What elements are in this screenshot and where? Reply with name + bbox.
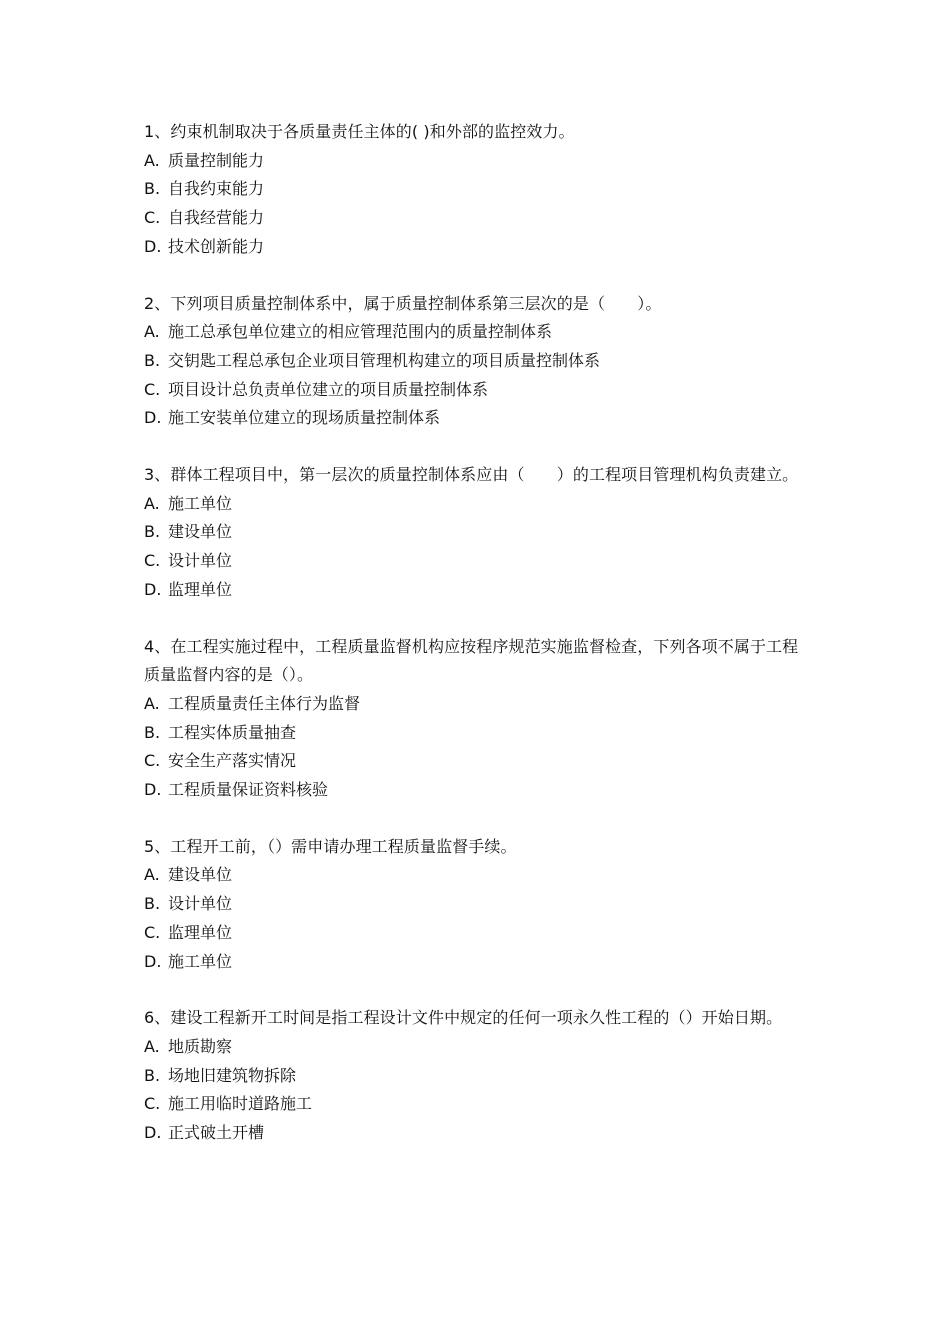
- option-a: [144, 147, 814, 176]
- option-letter: B.: [144, 522, 161, 542]
- question-stem: 1、约束机制取决于各质量责任主体的( )和外部的监控效力。: [144, 122, 575, 141]
- option-text: 施工单位: [168, 951, 233, 971]
- question-stem: 3、群体工程项目中，第一层次的质量控制体系应由（ ）的工程项目管理机构负责建立。: [144, 465, 799, 485]
- option-letter: D.: [144, 780, 162, 800]
- option-c: [144, 204, 814, 233]
- option-c: [144, 376, 814, 405]
- option-text: 场地旧建筑物拆除: [168, 1065, 297, 1085]
- option-letter: B.: [144, 179, 161, 199]
- option-letter: D.: [144, 951, 162, 971]
- option-letter: C.: [144, 208, 161, 228]
- option-c: [144, 547, 814, 576]
- option-text: 工程质量保证资料核验: [168, 780, 329, 800]
- option-a: [144, 318, 814, 347]
- option-text: 施工单位: [168, 493, 233, 513]
- option-text: 施工总承包单位建立的相应管理范围内的质量控制体系: [168, 322, 553, 342]
- option-d: [144, 404, 814, 433]
- question-3: [144, 461, 814, 605]
- question-list: [144, 118, 814, 1176]
- option-text: 工程实体质量抽查: [168, 722, 297, 742]
- option-text: 施工用临时道路施工: [168, 1094, 313, 1114]
- option-list: [144, 1033, 814, 1148]
- option-text: 施工安装单位建立的现场质量控制体系: [168, 408, 441, 428]
- option-b: [144, 518, 814, 547]
- option-list: [144, 861, 814, 976]
- option-letter: D.: [144, 236, 162, 256]
- option-text: 监理单位: [168, 922, 233, 942]
- option-text: 自我经营能力: [168, 208, 265, 228]
- option-list: [144, 147, 814, 262]
- option-text: 自我约束能力: [168, 179, 265, 199]
- question-stem: 5、工程开工前，（）需申请办理工程质量监督手续。: [144, 836, 517, 856]
- question-stem: 6、建设工程新开工时间是指工程设计文件中规定的任何一项永久性工程的（）开始日期。: [144, 1008, 783, 1028]
- option-text: 监理单位: [168, 579, 233, 599]
- option-letter: A.: [144, 693, 160, 713]
- option-d: [144, 1119, 814, 1148]
- option-text: 设计单位: [168, 894, 233, 914]
- option-d: [144, 576, 814, 605]
- option-d: [144, 948, 814, 977]
- option-c: [144, 747, 814, 776]
- option-list: [144, 490, 814, 605]
- question-2: [144, 290, 814, 434]
- option-letter: A.: [144, 1036, 160, 1056]
- option-letter: C.: [144, 922, 161, 942]
- option-letter: A.: [144, 865, 160, 885]
- option-letter: B.: [144, 722, 161, 742]
- question-1: [144, 118, 814, 262]
- option-text: 地质勘察: [168, 1036, 233, 1056]
- option-text: 交钥匙工程总承包企业项目管理机构建立的项目质量控制体系: [168, 350, 601, 370]
- option-a: [144, 490, 814, 519]
- option-c: [144, 919, 814, 948]
- option-letter: B.: [144, 1065, 161, 1085]
- option-list: [144, 318, 814, 433]
- option-text: 建设单位: [168, 522, 233, 542]
- option-list: [144, 690, 814, 805]
- option-text: 质量控制能力: [168, 150, 265, 170]
- option-text: 工程质量责任主体行为监督: [168, 693, 361, 713]
- option-letter: C.: [144, 379, 161, 399]
- option-letter: C.: [144, 1094, 161, 1114]
- option-c: [144, 1090, 814, 1119]
- option-letter: A.: [144, 150, 160, 170]
- option-a: [144, 861, 814, 890]
- option-d: [144, 233, 814, 262]
- option-letter: D.: [144, 408, 162, 428]
- option-b: [144, 890, 814, 919]
- option-text: 设计单位: [168, 551, 233, 571]
- option-a: [144, 1033, 814, 1062]
- option-letter: B.: [144, 350, 161, 370]
- question-stem: 4、在工程实施过程中，工程质量监督机构应按程序规范实施监督检查，下列各项不属于工程质量监督内容的是（）。: [144, 636, 799, 685]
- option-text: 项目设计总负责单位建立的项目质量控制体系: [168, 379, 489, 399]
- option-b: [144, 175, 814, 204]
- option-b: [144, 1062, 814, 1091]
- option-text: 安全生产落实情况: [168, 751, 297, 771]
- option-letter: C.: [144, 551, 161, 571]
- option-b: [144, 347, 814, 376]
- option-letter: A.: [144, 493, 160, 513]
- question-stem: 2、下列项目质量控制体系中，属于质量控制体系第三层次的是（ ）。: [144, 293, 662, 313]
- option-b: [144, 719, 814, 748]
- option-d: [144, 776, 814, 805]
- option-letter: D.: [144, 1123, 162, 1143]
- option-text: 技术创新能力: [168, 236, 265, 256]
- question-4: [144, 633, 814, 805]
- option-letter: B.: [144, 894, 161, 914]
- option-letter: D.: [144, 579, 162, 599]
- option-letter: C.: [144, 751, 161, 771]
- option-letter: A.: [144, 322, 160, 342]
- option-text: 正式破土开槽: [168, 1123, 265, 1143]
- question-5: [144, 833, 814, 977]
- option-a: [144, 690, 814, 719]
- question-6: [144, 1004, 814, 1148]
- option-text: 建设单位: [168, 865, 233, 885]
